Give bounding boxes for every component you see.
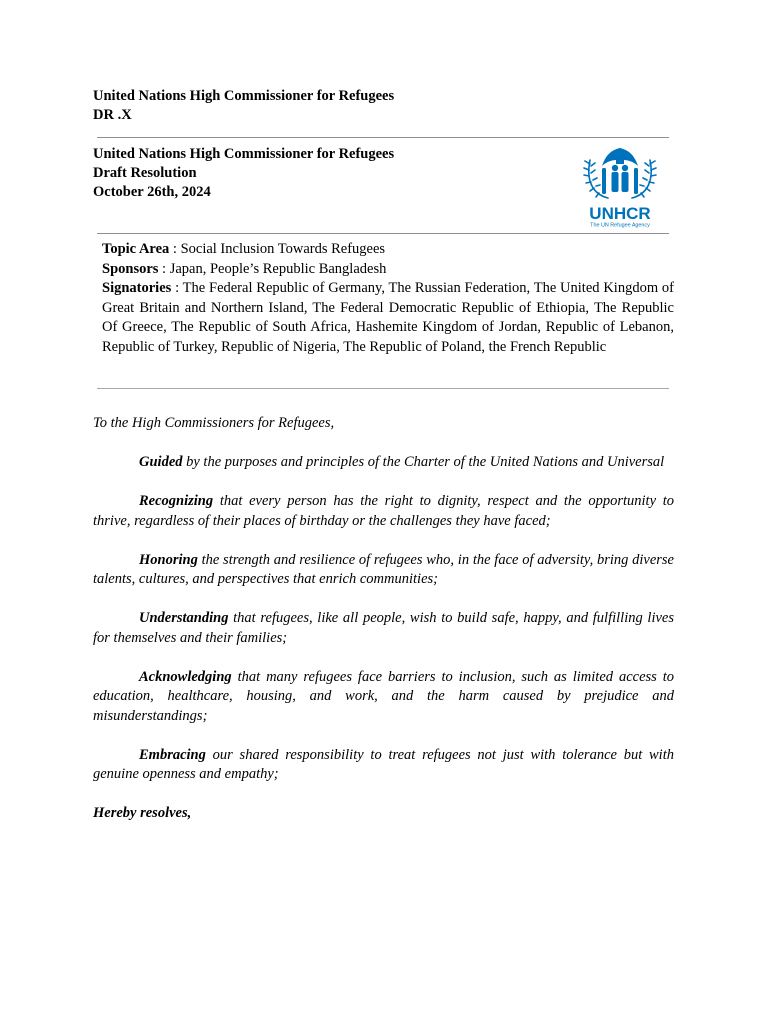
logo-tagline: The UN Refugee Agency xyxy=(590,222,650,228)
title-block xyxy=(93,145,394,202)
divider-top xyxy=(97,137,669,138)
divider-middle xyxy=(97,233,669,234)
header-committee: United Nations High Commissioner for Refugees xyxy=(93,88,395,104)
divider-bottom xyxy=(97,388,669,389)
preambular-clause xyxy=(93,551,674,590)
unhcr-logo xyxy=(578,142,662,228)
title-doc-type: Draft Resolution xyxy=(93,165,197,181)
clause-lead-verb: Guided xyxy=(139,454,183,470)
laurel-icon xyxy=(584,160,656,198)
document-header xyxy=(93,87,394,125)
sheltering-hands-icon xyxy=(602,148,638,194)
clause-text: our shared responsibility to treat refugees not just with tolerance but with genuine openness and empathy; xyxy=(93,746,674,782)
topic-area-label: Topic Area xyxy=(102,241,170,257)
signatories-label: Signatories xyxy=(102,280,172,296)
logo-wordmark: UNHCR xyxy=(589,204,651,223)
clause-lead-verb: Embracing xyxy=(139,746,206,763)
clause-lead-verb: Recognizing xyxy=(139,493,214,509)
clause-text: by the purposes and principles of the Charter of the United Nations and Universal xyxy=(182,454,665,470)
clause-text: that many refugees face barriers to inclusion, such as limited access to education, healthcare, housing, and work, and the harm caused by prejudice and misunderstandings; xyxy=(93,668,674,724)
sponsors-line: Sponsors : Japan, People’s Republic Bangladesh xyxy=(102,260,387,277)
sponsors-value: Japan, People’s Republic Bangladesh xyxy=(169,260,387,277)
preambular-clause xyxy=(93,609,674,648)
header-draft-code: DR .X xyxy=(93,107,132,123)
salutation: To the High Commissioners for Refugees, xyxy=(93,415,335,431)
topic-area-value: Social Inclusion Towards Refugees xyxy=(180,241,386,257)
sponsors-label: Sponsors xyxy=(102,260,159,277)
clause-lead-verb: Honoring xyxy=(139,551,198,568)
title-committee: United Nations High Commissioner for Refugees xyxy=(93,146,395,162)
clause-text: that every person has the right to dignity, respect and the opportunity to thrive, regardless of their places of birthday or the challenges they have faced; xyxy=(93,493,674,529)
signatories-line: Signatories : The Federal Republic of Germany, The Russian Federation, The United Kingdom of Great Britain and Northern Island, The Federal Democratic Republic of Ethiopia, The Republic Of Greece, The Republic of South Africa, Hashemite Kingdom of Jordan, Republic of Lebanon, Republic of Turkey, Republic of Nigeria, The Republic of Poland, the French Republic xyxy=(102,280,674,355)
clause-text: that refugees, like all people, wish to build safe, happy, and fulfilling lives for themselves and their families; xyxy=(93,610,674,646)
clause-lead-verb: Understanding xyxy=(139,610,229,626)
preambular-clause xyxy=(93,668,674,727)
title-date: October 26th, 2024 xyxy=(93,184,211,200)
resolution-body xyxy=(93,414,674,843)
closing-phrase: Hereby resolves, xyxy=(93,805,192,821)
preambular-clause xyxy=(93,492,674,531)
signatories-value: The Federal Republic of Germany, The Russian Federation, The United Kingdom of Great Britain and Northern Island, The Federal Democratic Republic of Ethiopia, The Republic Of Greece, The Republic of South Africa, Hashemite Kingdom of Jordan, Republic of Lebanon, Republic of Turkey, Republic of Nigeria, The Republic of Poland, the French Republic xyxy=(102,280,674,355)
topic-area-line: Topic Area : Social Inclusion Towards Refugees xyxy=(102,241,386,257)
resolution-meta xyxy=(102,240,674,357)
preambular-clause xyxy=(93,746,674,785)
clause-text: the strength and resilience of refugees who, in the face of adversity, bring diverse talents, cultures, and perspectives that enrich communities; xyxy=(93,551,674,587)
preambular-clause xyxy=(93,453,674,473)
clause-lead-verb: Acknowledging xyxy=(139,668,232,685)
